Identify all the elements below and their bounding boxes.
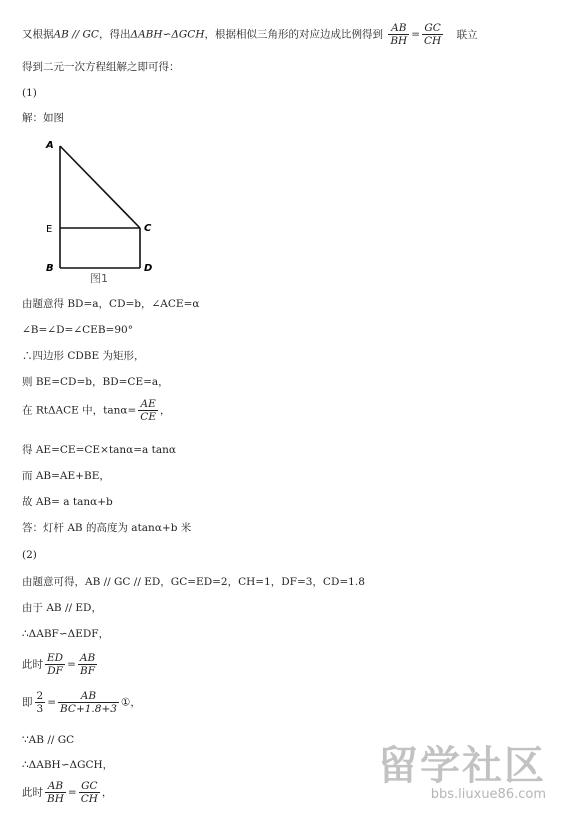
text: 又根据 bbox=[22, 28, 54, 41]
part2-line-5 bbox=[22, 690, 141, 715]
part2-line-6: ∵AB // GC bbox=[22, 734, 75, 746]
figure-caption: 图1 bbox=[90, 272, 108, 285]
part1-label: (1) bbox=[22, 87, 37, 99]
equals: = bbox=[67, 658, 76, 671]
part2-line-8 bbox=[22, 780, 112, 805]
part1-line-6: 得 AE=CE=CE×tanα=a tanα bbox=[22, 444, 176, 456]
part1-line-4: 则 BE=CD=b，BD=CE=a， bbox=[22, 376, 169, 388]
part2-line-2: 由于 AB // ED， bbox=[22, 602, 102, 614]
intro-line-1 bbox=[22, 22, 478, 47]
label-b: B bbox=[46, 263, 54, 274]
intro-line-2: 得到二元一次方程组解之即可得： bbox=[22, 61, 180, 73]
part2-line-7: ∴ΔABH∽ΔGCH， bbox=[22, 759, 114, 771]
part2-line-4 bbox=[22, 652, 99, 677]
label-a: A bbox=[46, 140, 54, 151]
text: ①， bbox=[120, 696, 141, 709]
fraction-ed-df: $\frac{ED}{DF}$ bbox=[47, 652, 64, 677]
text: 即 bbox=[22, 696, 33, 709]
label-e: E bbox=[46, 224, 53, 235]
part2-line-3: ∴ΔABF∽ΔEDF， bbox=[22, 628, 110, 640]
part1-line-5 bbox=[22, 398, 171, 423]
part2-line-1: 由题意可得，AB // GC // ED，GC=ED=2，CH=1，DF=3，CD=1.8 bbox=[22, 576, 365, 588]
part1-line-8: 故 AB= a tanα+b bbox=[22, 496, 113, 508]
fraction-ab-bh-2: $\frac{AB}{BH}$ bbox=[47, 780, 64, 805]
math: AB // GC bbox=[53, 28, 99, 41]
fraction-ae-ce: $\frac{AE}{CE}$ bbox=[140, 398, 156, 423]
text: ，得出 bbox=[98, 28, 131, 41]
fraction-ab-bc: $\frac{AB}{BC+1.8+3}$ bbox=[60, 690, 117, 715]
part1-line-1: 由题意得 BD=a，CD=b，∠ACE=α bbox=[22, 298, 200, 310]
part1-line-2: ∠B=∠D=∠CEB=90° bbox=[22, 324, 133, 336]
math: ΔABH∽ΔGCH bbox=[130, 28, 205, 41]
part1-line-3: ∴四边形 CDBE 为矩形， bbox=[22, 350, 145, 362]
watermark bbox=[378, 734, 546, 802]
equals: = bbox=[47, 696, 56, 709]
part1-line-7: 而 AB=AE+BE， bbox=[22, 470, 110, 482]
text: ，根据相似三角形的对应边成比例得到 bbox=[204, 28, 383, 41]
fraction-ab-bh: $\frac{AB}{BH}$ bbox=[390, 22, 408, 47]
text: ， bbox=[101, 786, 113, 799]
part1-solution-heading: 解：如图 bbox=[22, 112, 64, 124]
text: ， bbox=[160, 404, 171, 417]
fraction-gc-ch-2: $\frac{GC}{CH}$ bbox=[80, 780, 98, 805]
label-d: D bbox=[144, 263, 153, 274]
text: 此时 bbox=[22, 658, 43, 671]
text: 联立 bbox=[456, 28, 478, 41]
equals: = bbox=[411, 28, 421, 41]
part1-answer: 答：灯杆 AB 的高度为 atanα+b 米 bbox=[22, 522, 192, 534]
watermark-url: bbs.liuxue86.com bbox=[430, 787, 546, 802]
segment-ac bbox=[60, 146, 140, 228]
part2-label: (2) bbox=[22, 549, 37, 561]
fraction-ab-bf: $\frac{AB}{BF}$ bbox=[79, 652, 96, 677]
fraction-2-3: $\frac{2}{3}$ bbox=[36, 690, 44, 715]
text: 此时 bbox=[22, 786, 43, 799]
fraction-gc-ch: $\frac{GC}{CH}$ bbox=[424, 22, 442, 47]
figure-1 bbox=[38, 134, 168, 286]
watermark-logo-text: 留学社区 bbox=[378, 743, 546, 789]
label-c: C bbox=[144, 223, 152, 234]
text: 在 RtΔACE 中，tanα= bbox=[22, 404, 137, 417]
equals: = bbox=[67, 786, 77, 799]
